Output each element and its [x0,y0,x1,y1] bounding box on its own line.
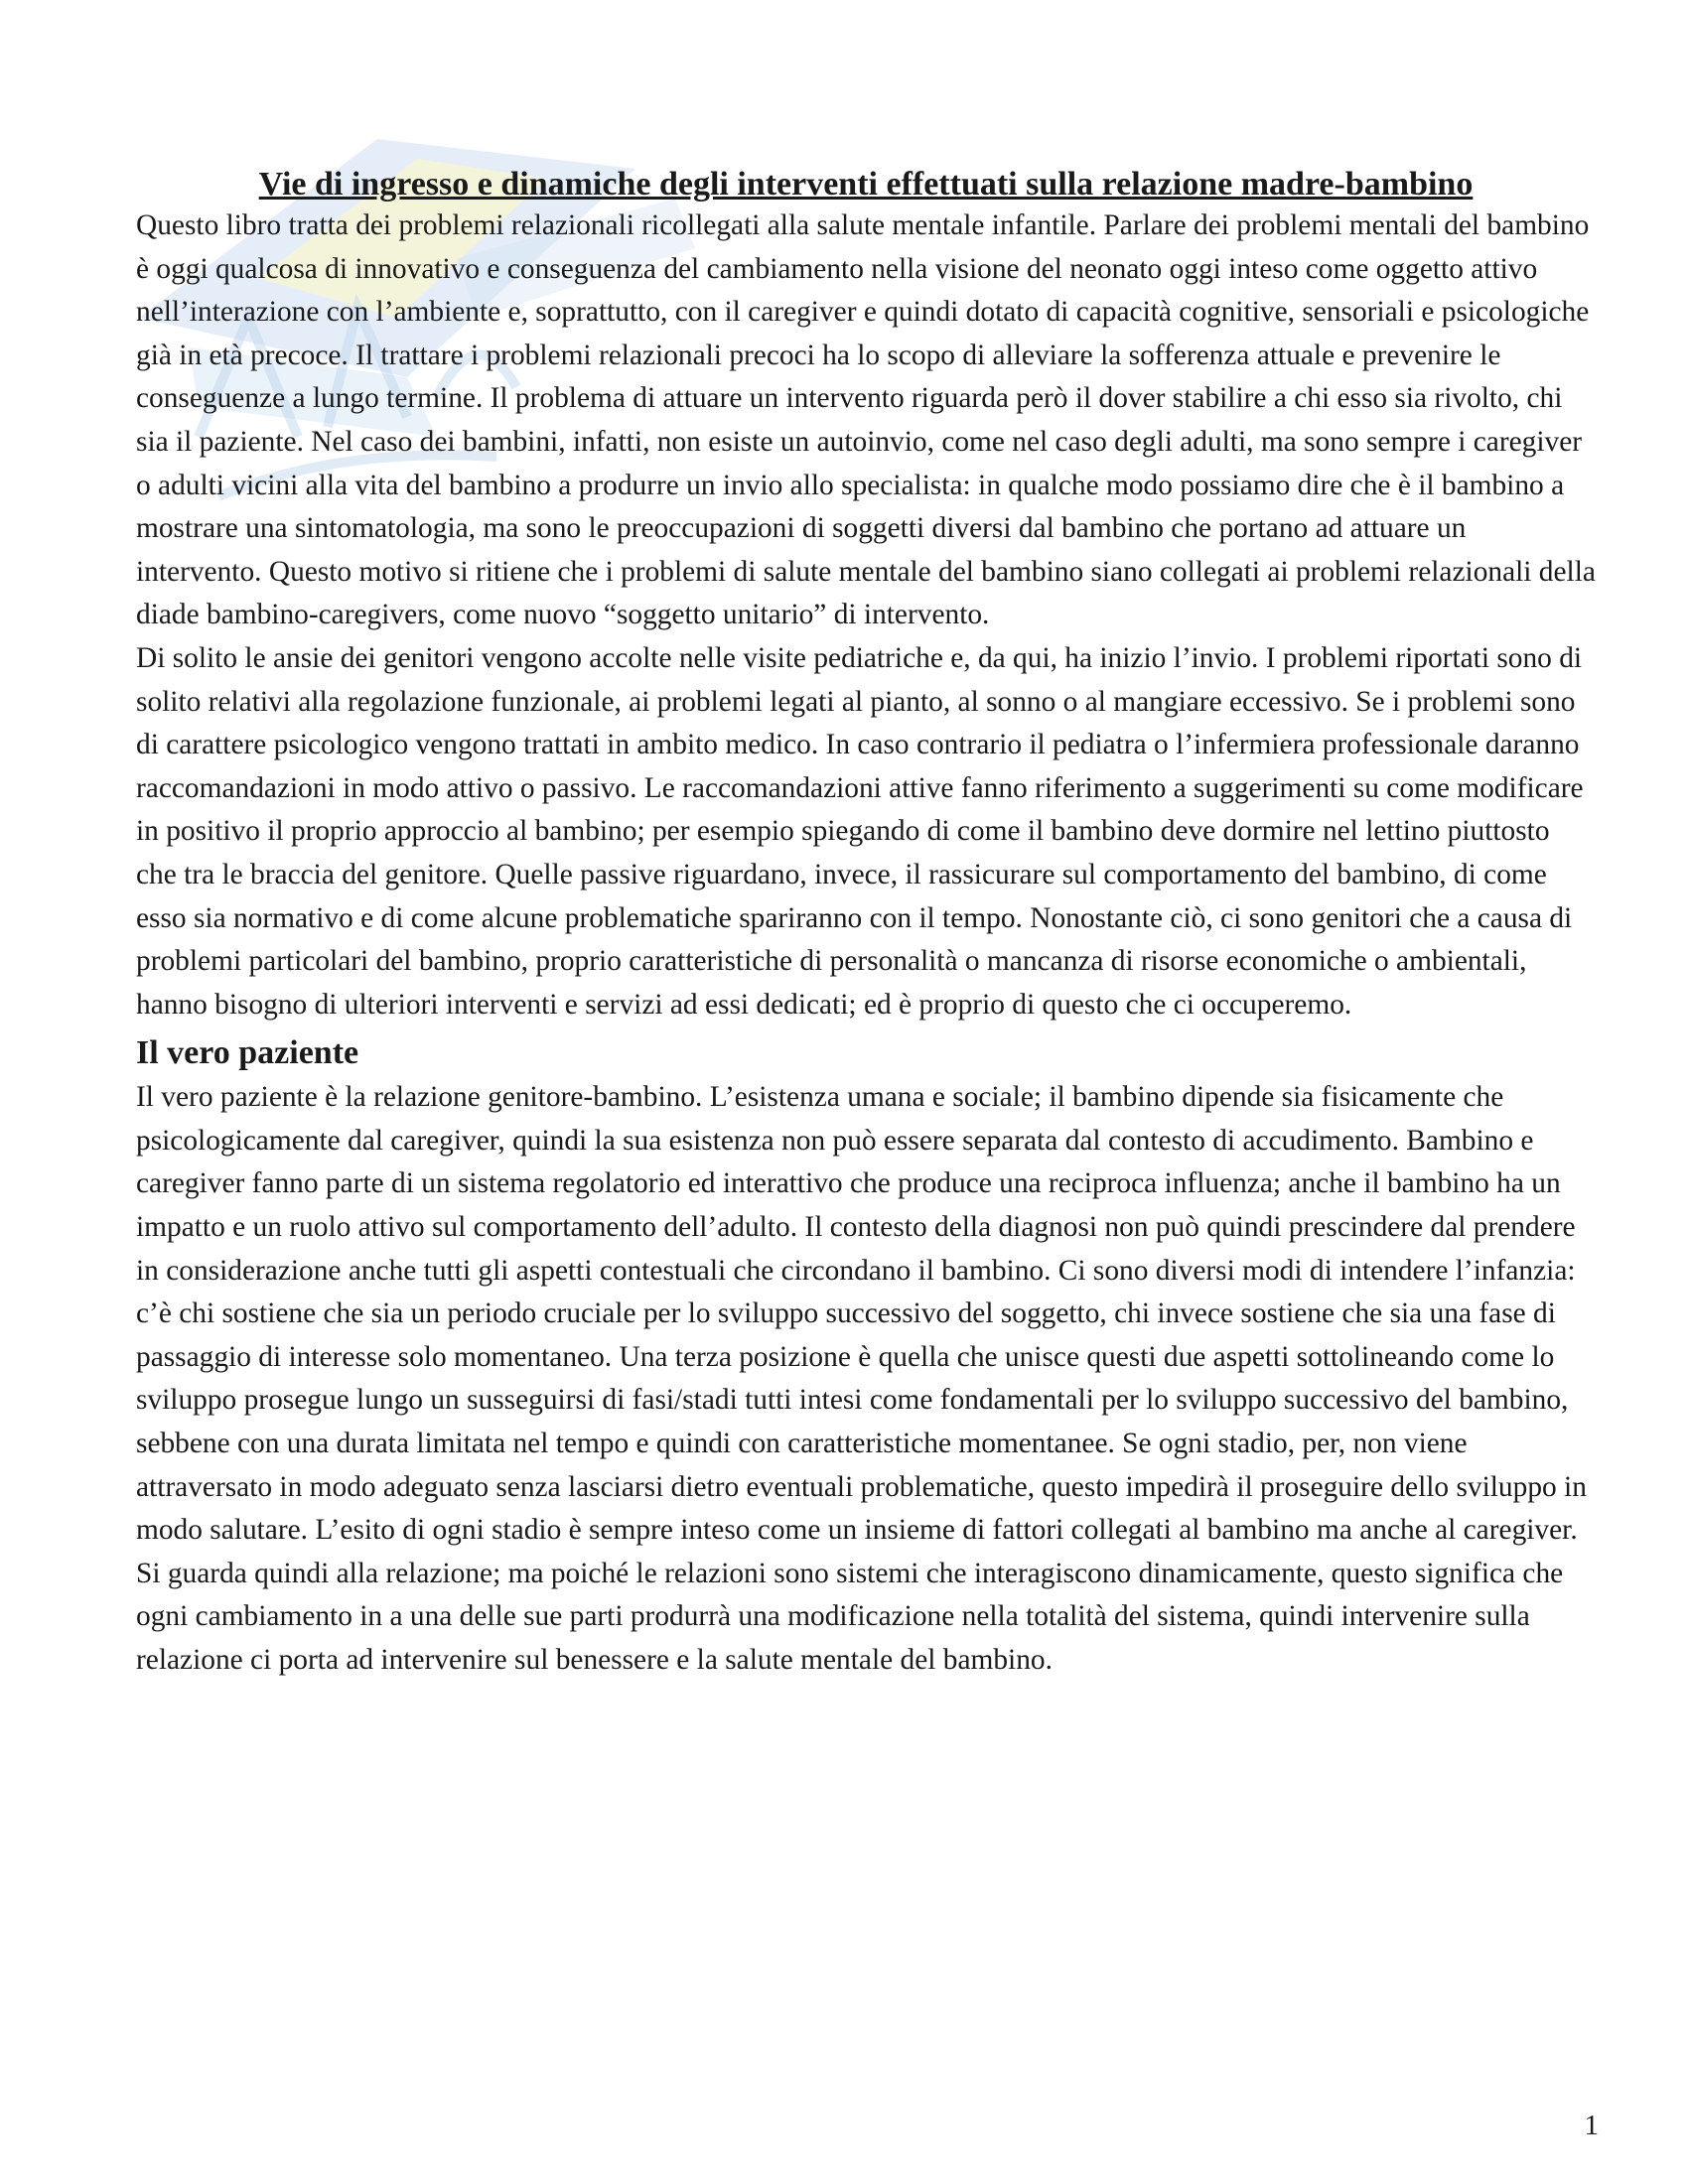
section-paragraph: Il vero paziente è la relazione genitore-bambino. L’esistenza umana e sociale; il bambino dipende sia fisicamente che psicologicamente dal caregiver, quindi la sua esistenza non può essere separata dal contesto di accudimento. Bambino e caregiver fanno parte di un sistema regolatorio ed interattivo che produce una reciproca influenza; anche il bambino ha un impatto e un ruolo attivo sul comportamento dell’adulto. Il contesto della diagnosi non può quindi prescindere dal prendere in considerazione anche tutti gli aspetti contestuali che circondano il bambino. Ci sono diversi modi di intendere l’infanzia: c’è chi sostiene che sia un periodo cruciale per lo sviluppo successivo del soggetto, chi invece sostiene che sia una fase di passaggio di interesse solo momentaneo. Una terza posizione è quella che unisce questi due aspetti sottolineando come lo sviluppo prosegue lungo un susseguirsi di fasi/stadi tutti intesi come fondamentali per lo sviluppo successivo del bambino, sebbene con una durata limitata nel tempo e quindi con caratteristiche momentanee. Se ogni stadio, per, non viene attraversato in modo adeguato senza lasciarsi dietro eventuali problematiche, questo impedirà il proseguire dello sviluppo in modo salutare. L’esito di ogni stadio è sempre inteso come un insieme di fattori collegati al bambino ma anche al caregiver. Si guarda quindi alla relazione; ma poiché le relazioni sono sistemi che interagiscono dinamicamente, questo significa che ogni cambiamento in a una delle sue parti produrrà una modificazione nella totalità del sistema, quindi intervenire sulla relazione ci porta ad intervenire sul benessere e la salute mentale del bambino. [136,1081,1587,1676]
section-heading: Il vero paziente [136,1034,359,1072]
intro-paragraph: Questo libro tratta dei problemi relazionali ricollegati alla salute mentale infantile. Parlare dei problemi mentali del bambino è oggi qualcosa di innovativo e conseguenza del cambiamento nella visione del neonato oggi inteso come oggetto attivo nell’interazione con l’ambiente e, soprattutto, con il caregiver e quindi dotato di capacità cognitive, sensoriali e psicologiche già in età precoce. Il trattare i problemi relazionali precoci ha lo scopo di alleviare la sofferenza attuale e prevenire le conseguenze a lungo termine. Il problema di attuare un intervento riguarda però il dover stabilire a chi esso sia rivolto, chi sia il paziente. Nel caso dei bambini, infatti, non esiste un autoinvio, come nel caso degli adulti, ma sono sempre i caregiver o adulti vicini alla vita del bambino a produrre un invio allo specialista: in qualche modo possiamo dire che è il bambino a mostrare una sintomatologia, ma sono le preoccupazioni di soggetti diversi dal bambino che portano ad attuare un intervento. Questo motivo si ritiene che i problemi di salute mentale del bambino siano collegati ai problemi relazionali della diade bambino-caregivers, come nuovo “soggetto unitario” di intervento. [136,209,1596,631]
document-title: Vie di ingresso e dinamiche degli interventi effettuati sulla relazione madre-bambino [258,166,1474,203]
page-number: 1 [1584,2110,1599,2141]
referral-paragraph: Di solito le ansie dei genitori vengono accolte nelle visite pediatriche e, da qui, ha inizio l’invio. I problemi riportati sono di solito relativi alla regolazione funzionale, ai problemi legati al pianto, al sonno o al mangiare eccessivo. Se i problemi sono di carattere psicologico vengono trattati in ambito medico. In caso contrario il pediatra o l’infermiera professionale daranno raccomandazioni in modo attivo o passivo. Le raccomandazioni attive fanno riferimento a suggerimenti su come modificare in positivo il proprio approccio al bambino; per esempio spiegando di come il bambino deve dormire nel lettino piuttosto che tra le braccia del genitore. Quelle passive riguardano, invece, il rassicurare sul comportamento del bambino, di come esso sia normativo e di come alcune problematiche spariranno con il tempo. Nonostante ciò, ci sono genitori che a causa di problemi particolari del bambino, proprio caratteristiche di personalità o mancanza di risorse economiche o ambientali, hanno bisogno di ulteriori interventi e servizi ad essi dedicati; ed è proprio di questo che ci occuperemo. [136,641,1584,1021]
document-page [136,165,1596,1683]
